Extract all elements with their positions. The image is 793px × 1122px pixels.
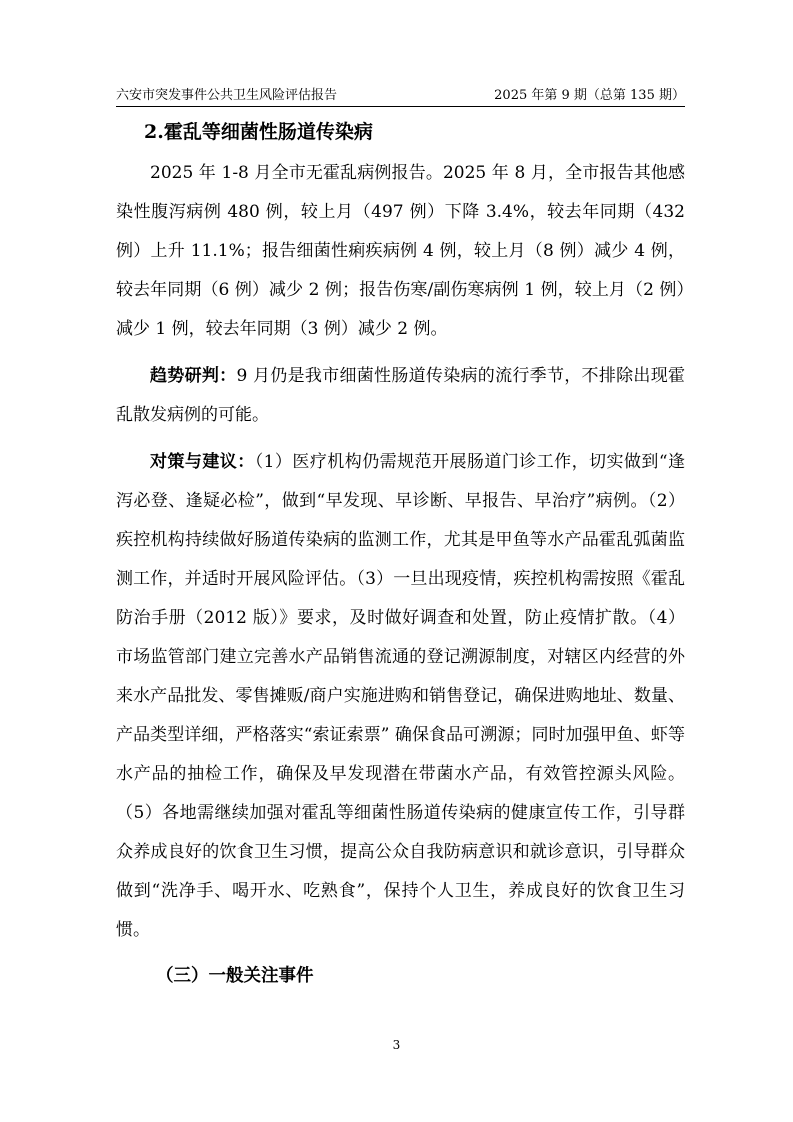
measures-label: 对策与建议： — [150, 452, 255, 472]
page-content — [116, 110, 685, 996]
header-issue-number: 2025 年第 9 期（总第 135 期） — [494, 88, 685, 103]
measures-text: （1）医疗机构仍需规范开展肠道门诊工作，切实做到“逢泻必登、逢疑必检”，做到“早发现、早诊断、早报告、早治疗”病例。（2）疾控机构持续做好肠道传染病的监测工作，尤其是甲鱼等水产品霍乱弧菌监测工作，并适时开展风险评估。（3）一旦出现疫情，疾控机构需按照《霍乱防治手册（2012 版）》要求，及时做好调查和处置，防止疫情扩散。（4）市场监管部门建立完善水产品销售流通的登记溯源制度，对辖区内经营的外来水产品批发、零售摊贩/商户实施进购和销售登记，确保进购地址、数量、产品类型详细，严格落实“索证索票” 确保食品可溯源；同时加强甲鱼、虾等水产品的抽检工作，确保及早发现潜在带菌水产品，有效管控源头风险。（5）各地需继续加强对霍乱等细菌性肠道传染病的健康宣传工作，引导群众养成良好的饮食卫生习惯，提高公众自我防病意识和就诊意识，引导群众做到“洗净手、喝开水、吃熟食”，保持个人卫生，养成良好的饮食卫生习惯。 — [116, 452, 686, 940]
section-title: 2.霍乱等细菌性肠道传染病 — [144, 121, 373, 143]
trend-paragraph — [116, 357, 685, 435]
page-number: 3 — [392, 1038, 401, 1052]
page-header — [116, 84, 685, 107]
next-section-heading: （三）一般关注事件 — [156, 966, 314, 986]
situation-paragraph: 2025 年 1-8 月全市无霍乱病例报告。2025 年 8 月，全市报告其他感染性腹泻病例 480 例，较上月（497 例）下降 3.4%，较去年同期（432 例）上升 11.1%；报告细菌性痢疾病例 4 例，较上月（8 例）减少 4 例，较去年同期（6 例）减少 2 例；报告伤寒/副伤寒病例 1 例，较上月（2 例）减少 1 例，较去年同期（3 例）减少 2 例。 — [116, 163, 685, 339]
measures-paragraph — [116, 443, 685, 950]
trend-label: 趋势研判： — [150, 366, 237, 386]
header-report-title: 六安市突发事件公共卫生风险评估报告 — [116, 88, 338, 103]
trend-text: 9 月仍是我市细菌性肠道传染病的流行季节，不排除出现霍乱散发病例的可能。 — [116, 366, 686, 425]
